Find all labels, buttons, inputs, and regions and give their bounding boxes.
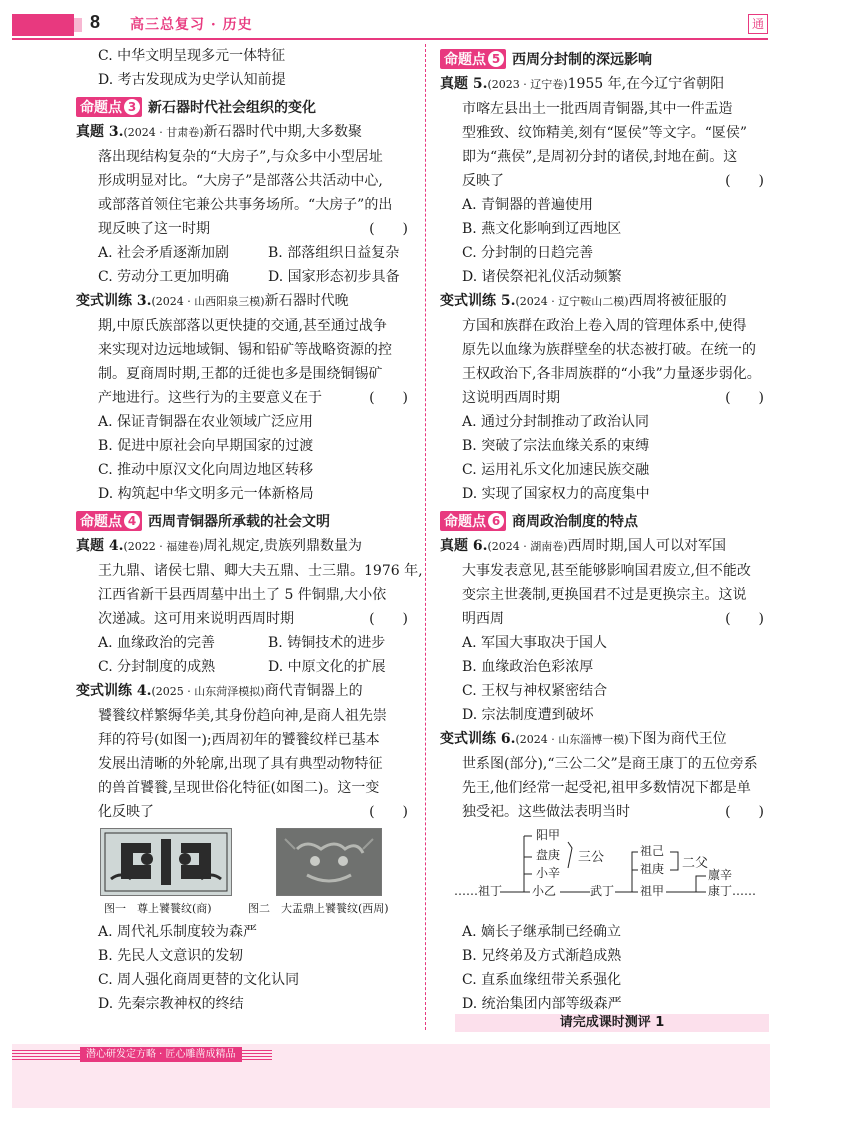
topic-badge: 命题点 3 [76, 97, 142, 117]
question-line: 制。夏商周时期,王都的迁徙也多是围绕铜锡矿 [98, 366, 383, 382]
option-line: C. 运用礼乐文化加速民族交融 [462, 462, 650, 478]
option-line: A. 嫡长子继承制已经确立 [462, 924, 622, 940]
topic-badge: 命题点 5 [440, 49, 506, 69]
king-node: 阳甲 [536, 828, 561, 842]
question-line: 大事发表意见,甚至能够影响国君废立,但不能改 [462, 563, 751, 579]
question-line: 现反映了这一时期 ( ) [98, 221, 408, 237]
option-line: A. 保证青铜器在农业领域广泛应用 [98, 414, 314, 430]
option-line: C. 推动中原汉文化向周边地区转移 [98, 462, 314, 478]
question-line: 的兽首饕餮,呈现世俗化特征(如图二)。这一变 [98, 780, 380, 796]
question-line: 真题 6.(2024 · 湖南卷)西周时期,国人可以对军国 [440, 538, 727, 554]
option-line: C. 分封制的日趋完善 [462, 245, 594, 261]
question-line: 变式训练 6.(2024 · 山东淄博一模)下图为商代王位 [440, 731, 727, 747]
question-line: 饕餮纹样繁缛华美,其身份趋向神,是商人祖先崇 [98, 708, 387, 724]
question-line: 王九鼎、诸侯七鼎、卿大夫五鼎、士三鼎。1976 年, [98, 563, 423, 579]
option-line: B. 燕文化影响到辽西地区 [462, 221, 622, 237]
question-line: 变宗主世袭制,更换国君不过是更换宗主。这说 [462, 587, 747, 603]
option-line: B. 兄终弟及方式渐趋成熟 [462, 948, 622, 964]
topic-title: 新石器时代社会组织的变化 [148, 100, 316, 116]
question-line: 产地进行。这些行为的主要意义在于 ( ) [98, 390, 408, 406]
option-line: B. 血缘政治色彩浓厚 [462, 659, 594, 675]
question-line: 江西省新干县西周墓中出土了 5 件铜鼎,大小依 [98, 587, 387, 603]
topic-title: 西周分封制的深远影响 [512, 52, 652, 68]
topic-heading-6 [440, 508, 772, 534]
option-line: A. 社会矛盾逐渐加剧 B. 部落组织日益复杂 [98, 245, 400, 261]
question-line: 变式训练 5.(2024 · 辽宁鞍山二模)西周将被征服的 [440, 293, 727, 309]
topic-heading-5 [440, 46, 772, 72]
king-node: ……祖丁 [454, 884, 503, 898]
taotie-pattern-western-zhou-image [276, 828, 382, 896]
king-node: 小辛 [536, 866, 561, 880]
question-line: 变式训练 3.(2024 · 山西阳泉三模)新石器时代晚 [76, 293, 349, 309]
question-line: 独受祀。这些做法表明当时 ( ) [462, 804, 764, 820]
header-rule [12, 38, 768, 40]
topic-badge: 命题点 6 [440, 511, 506, 531]
king-node: 祖甲 [640, 884, 665, 898]
topic-heading-4 [76, 508, 416, 534]
option-line: C. 周人强化商周更替的文化认同 [98, 972, 300, 988]
corner-badge: 通 [748, 14, 768, 34]
question-line: 化反映了 ( ) [98, 804, 408, 820]
option-line: C. 分封制度的成熟 D. 中原文化的扩展 [98, 659, 386, 675]
option-line: B. 促进中原社会向早期国家的过渡 [98, 438, 314, 454]
question-line: 真题 3.(2024 · 甘肃卷)新石器时代中期,大多数聚 [76, 124, 363, 140]
succession-diagram [440, 824, 772, 920]
option-line: A. 血缘政治的完善 B. 铸铜技术的进步 [98, 635, 386, 651]
topic-badge: 命题点 4 [76, 511, 142, 531]
king-node: 廪辛 [708, 868, 733, 882]
question-line: 真题 5.(2023 · 辽宁卷)1955 年,在今辽宁省朝阳 [440, 76, 725, 92]
page-number: 8 [90, 12, 101, 32]
question-line: 发展出清晰的外轮廓,出现了具有典型动物特征 [98, 756, 383, 772]
question-line: 市喀左县出土一批西周青铜器,其中一件盂造 [462, 101, 733, 117]
question-line: 方国和族群在政治上卷入周的管理体系中,使得 [462, 318, 747, 334]
king-node: 武丁 [590, 884, 615, 898]
question-line: 原先以血缘为族群壁垒的状态被打破。在统一的 [462, 342, 756, 358]
option-line: C. 劳动分工更加明确 D. 国家形态初步具备 [98, 269, 400, 285]
lesson-assessment-banner: 请完成课时测评 1 [455, 1014, 769, 1032]
header-accent-bar [12, 14, 74, 36]
question-line: 落出现结构复杂的“大房子”,与众多中小型居址 [98, 149, 383, 165]
option-line: A. 周代礼乐制度较为森严 [98, 924, 258, 940]
king-node: 小乙 [532, 884, 557, 898]
question-line: 变式训练 4.(2025 · 山东菏泽模拟)商代青铜器上的 [76, 683, 363, 699]
question-line: 反映了 ( ) [462, 173, 764, 189]
option-line: A. 通过分封制推动了政治认同 [462, 414, 650, 430]
header-accent-tab [74, 18, 82, 32]
question-line: 这说明西周时期 ( ) [462, 390, 764, 406]
option-line: A. 青铜器的普遍使用 [462, 197, 594, 213]
topic-title: 西周青铜器所承载的社会文明 [148, 514, 330, 530]
king-node: 盘庚 [536, 848, 561, 862]
option-line: D. 统治集团内部等级森严 [462, 996, 622, 1012]
option-line: D. 构筑起中华文明多元一体新格局 [98, 486, 314, 502]
option-line: C. 直系血缘纽带关系强化 [462, 972, 622, 988]
group-label: 三公 [578, 850, 605, 865]
question-line: 拜的符号(如图一);西周初年的饕餮纹样已基本 [98, 732, 380, 748]
question-line: 明西周 ( ) [462, 611, 764, 627]
group-label: 二父 [682, 856, 709, 871]
left-column [76, 44, 423, 1016]
page-footer [12, 1044, 770, 1108]
column-divider [425, 44, 426, 1030]
question-line: 形成明显对比。“大房子”是部落公共活动中心, [98, 173, 383, 189]
option-line: D. 宗法制度遭到破坏 [462, 707, 594, 723]
king-node: 祖庚 [640, 862, 665, 876]
question-line: 世系图(部分),“三公二父”是商王康丁的五位旁系 [462, 756, 758, 772]
question-line: 型雅致、纹饰精美,刻有“匽侯”等文字。“匽侯” [462, 125, 748, 141]
figure-row [76, 824, 416, 920]
option-line: B. 突破了宗法血缘关系的束缚 [462, 438, 650, 454]
option-line: D. 诸侯祭祀礼仪活动频繁 [462, 269, 622, 285]
king-node: 祖己 [640, 844, 665, 858]
option-line: D. 实现了国家权力的高度集中 [462, 486, 650, 502]
page-header [0, 0, 848, 48]
option-line: D. 考古发现成为史学认知前提 [98, 72, 286, 88]
king-node: 康丁…… [708, 884, 757, 898]
option-line: B. 先民人文意识的发轫 [98, 948, 244, 964]
topic-title: 商周政治制度的特点 [512, 514, 638, 530]
footer-slogan: 潜心研发定方略 · 匠心雕凿成精品 [80, 1047, 242, 1062]
question-line: 真题 4.(2022 · 福建卷)周礼规定,贵族列鼎数量为 [76, 538, 363, 554]
question-line: 期,中原氏族部落以更快捷的交通,甚至通过战争 [98, 318, 387, 334]
option-line: C. 王权与神权紧密结合 [462, 683, 608, 699]
question-line: 来实现对边远地域铜、锡和铅矿等战略资源的控 [98, 342, 392, 358]
book-title: 高三总复习 · 历史 [130, 17, 253, 33]
right-column [440, 44, 772, 1016]
figure-caption: 图二 大盂鼎上饕餮纹(西周) [248, 902, 389, 915]
option-line: A. 军国大事取决于国人 [462, 635, 608, 651]
topic-heading-3 [76, 94, 416, 120]
taotie-pattern-shang-image [100, 828, 232, 896]
option-line: D. 先秦宗教神权的终结 [98, 996, 244, 1012]
question-line: 即为“燕侯”,是周初分封的诸侯,封地在蓟。这 [462, 149, 738, 165]
question-line: 次递减。这可用来说明西周时期 ( ) [98, 611, 408, 627]
option-line: C. 中华文明呈现多元一体特征 [98, 48, 286, 64]
figure-caption: 图一 尊上饕餮纹(商) [104, 902, 212, 915]
question-line: 王权政治下,各非周族群的“小我”力量逐步弱化。 [462, 366, 761, 382]
question-line: 或部落首领住宅兼公共事务场所。“大房子”的出 [98, 197, 393, 213]
question-line: 先王,他们经常一起受祀,祖甲多数情况下都是单 [462, 780, 751, 796]
